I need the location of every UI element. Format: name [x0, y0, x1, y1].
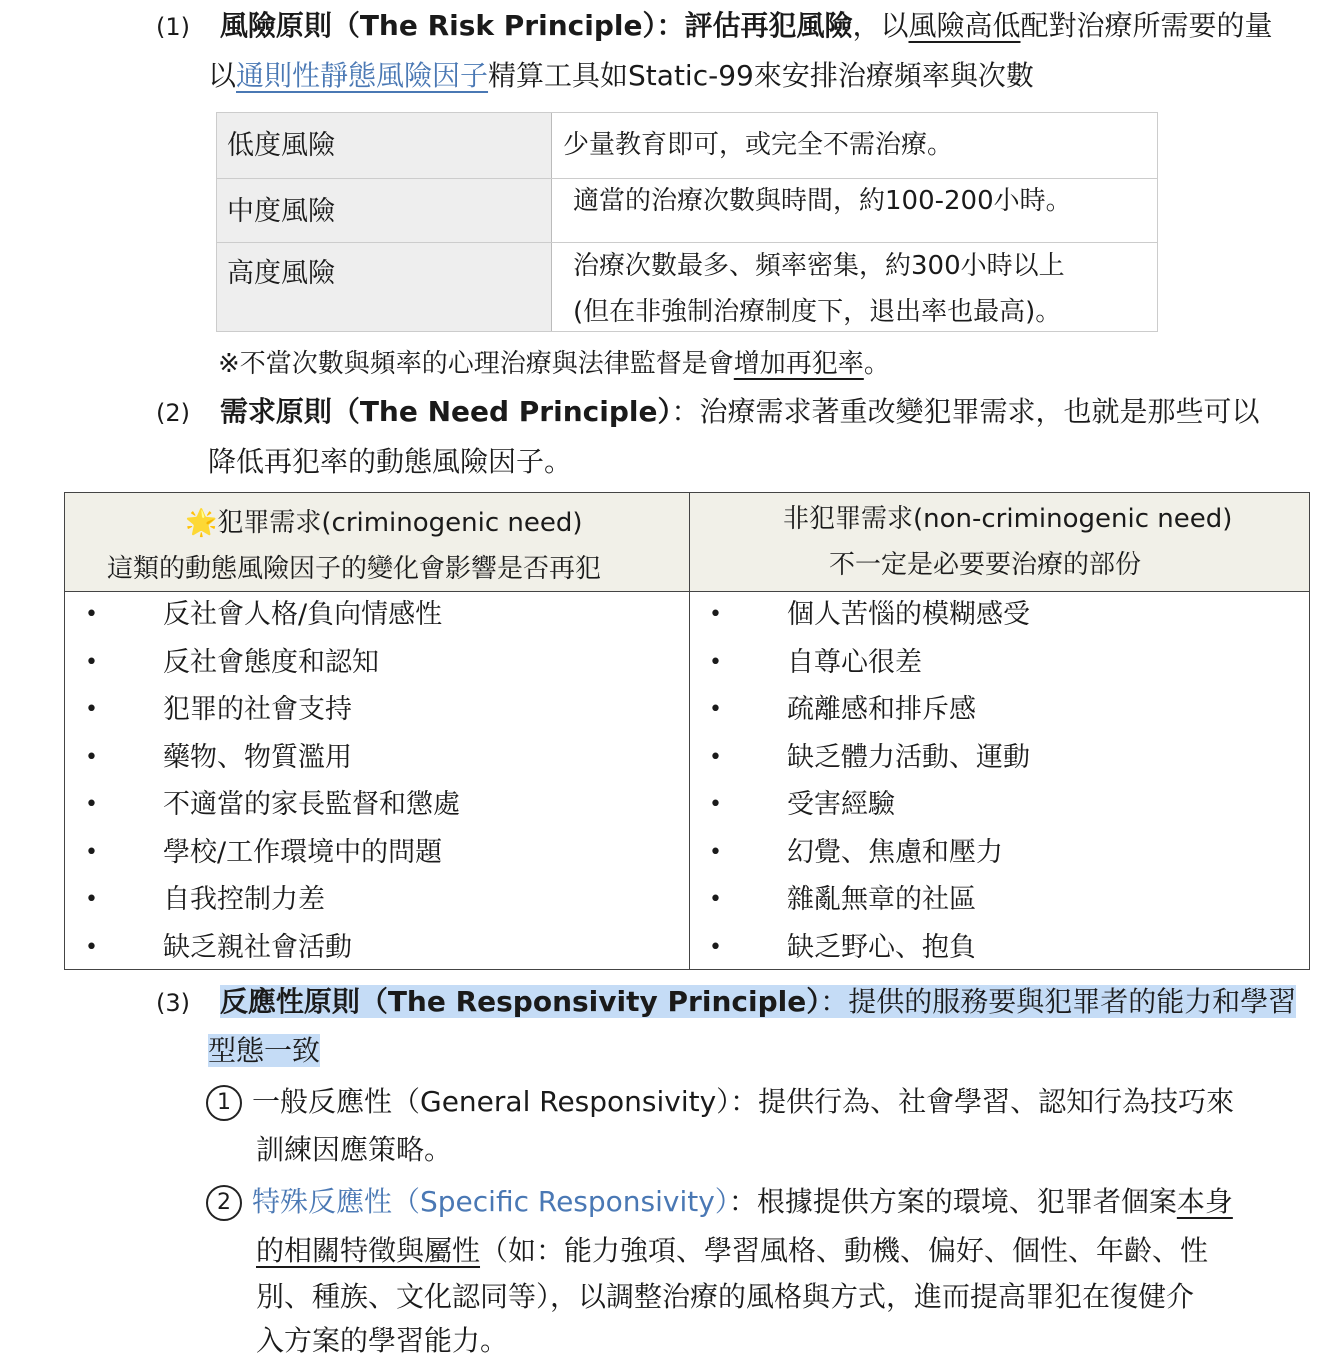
specific-responsivity-line-3: 別、種族、文化認同等），以調整治療的風格與方式，進而提高罪犯在復健介 — [256, 1280, 1195, 1313]
risk-row-high — [217, 243, 1157, 331]
static-risk-factor-link[interactable]: 通則性靜態風險因子 — [236, 59, 489, 92]
list-item: 犯罪的社會支持 — [163, 694, 352, 725]
section-1-heading — [156, 2, 1273, 51]
risk-level-description: 少量教育即可，或完全不需治療。 — [563, 130, 954, 160]
highlighted-text: 型態一致 — [208, 1034, 321, 1067]
risk-row-medium — [217, 179, 1157, 243]
description-line: (但在非強制治療制度下，退出率也最高)。 — [573, 297, 1062, 327]
bullet-marker: • — [85, 602, 98, 627]
note-text: ※不當次數與頻率的心理治療與法律監督是會 — [218, 349, 734, 379]
bullet-marker: • — [709, 887, 722, 912]
risk-level-label: 低度風險 — [217, 113, 552, 178]
bullet-marker: • — [85, 887, 98, 912]
section-text: ：治療需求著重改變犯罪需求，也就是那些可以 — [671, 395, 1260, 428]
bullet-marker: • — [85, 697, 98, 722]
criminogenic-need-title — [185, 503, 583, 543]
list-item: 反社會態度和認知 — [163, 646, 379, 678]
star-icon: 🌟 — [185, 508, 218, 538]
bullet-marker: • — [709, 792, 722, 817]
bullet-marker: • — [709, 649, 722, 675]
list-item: 自尊心很差 — [787, 646, 922, 678]
circled-number-marker: 1 — [206, 1085, 242, 1121]
bullet-marker: • — [85, 792, 98, 817]
risk-row-low — [217, 113, 1157, 179]
section-2-line-2: 降低再犯率的動態風險因子。 — [208, 445, 573, 478]
column-title-text: 犯罪需求(criminogenic need) — [217, 508, 583, 538]
list-item: 疏離感和排斥感 — [787, 694, 976, 725]
specific-responsivity-line-4: 入方案的學習能力。 — [256, 1324, 509, 1357]
list-item: 缺乏親社會活動 — [163, 931, 352, 963]
general-responsivity-item — [206, 1078, 1234, 1126]
specific-responsivity-link[interactable]: 特殊反應性（Specific Responsivity） — [252, 1185, 729, 1218]
section-text: 以 — [208, 59, 237, 92]
risk-level-description: 適當的治療次數與時間，約100-200小時。 — [573, 186, 1072, 216]
bullet-marker: • — [85, 934, 98, 960]
specific-responsivity-line-2 — [256, 1227, 1208, 1275]
bullet-marker: • — [709, 602, 722, 627]
bullet-marker: • — [709, 744, 722, 770]
section-1-line-2 — [208, 52, 1034, 100]
section-text: 配對治療所需要的量 — [1020, 9, 1273, 42]
bullet-marker: • — [85, 649, 98, 675]
risk-level-description — [553, 243, 1157, 331]
item-text: ：根據提供方案的環境、犯罪者個案 — [728, 1185, 1177, 1218]
underlined-text: 增加再犯率 — [733, 349, 864, 379]
section-2-heading — [156, 388, 1260, 437]
list-item: 學校/工作環境中的問題 — [163, 836, 443, 868]
section-title: 反應性原則（The Responsivity Principle） — [219, 985, 821, 1018]
description-line: 治療次數最多、頻率密集，約300小時以上 — [573, 251, 1065, 281]
section-title: 需求原則（The Need Principle） — [219, 395, 672, 428]
list-item: 不適當的家長監督和懲處 — [163, 789, 460, 820]
list-item: 受害經驗 — [787, 789, 895, 820]
risk-level-label: 中度風險 — [217, 179, 552, 242]
note-text: 。 — [863, 349, 890, 379]
specific-responsivity-item — [206, 1178, 1233, 1226]
circled-number-marker: 2 — [206, 1185, 242, 1221]
section-3-line-2 — [208, 1027, 320, 1075]
section-colon-text: ：評估再犯風險 — [656, 9, 853, 42]
section-text: ，以 — [852, 9, 909, 42]
list-item: 個人苦惱的模糊感受 — [787, 599, 1030, 630]
non-criminogenic-need-title: 非犯罪需求(non-criminogenic need) — [783, 504, 1233, 534]
list-item: 反社會人格/負向情感性 — [163, 599, 443, 630]
bullet-marker: • — [85, 839, 98, 865]
section-number: (3) — [156, 989, 190, 1017]
list-item: 雜亂無章的社區 — [787, 884, 976, 915]
section-number: (1) — [156, 13, 190, 41]
list-item: 缺乏體力活動、運動 — [787, 741, 1030, 773]
criminogenic-need-subtitle: 這類的動態風險因子的變化會影響是否再犯 — [107, 554, 602, 584]
list-item: 自我控制力差 — [163, 884, 325, 915]
item-text: 一般反應性（General Responsivity）：提供行為、社會學習、認知行為技巧來 — [252, 1085, 1235, 1118]
list-item: 藥物、物質濫用 — [163, 741, 352, 773]
section-number: (2) — [156, 399, 190, 427]
underlined-text: 本身 — [1176, 1185, 1233, 1218]
underlined-text: 風險高低 — [908, 9, 1021, 42]
underlined-text: 的相關特徵與屬性 — [256, 1234, 481, 1267]
list-item: 缺乏野心、抱負 — [787, 931, 976, 963]
risk-level-label: 高度風險 — [217, 243, 552, 331]
section-text: ：提供的服務要與犯罪者的能力和學習 — [820, 985, 1297, 1018]
general-responsivity-line-2: 訓練因應策略。 — [256, 1133, 453, 1166]
risk-note — [218, 340, 890, 388]
non-criminogenic-need-subtitle: 不一定是必要要治療的部份 — [829, 550, 1142, 580]
risk-level-table — [216, 112, 1158, 332]
bullet-marker: • — [85, 744, 98, 770]
section-text: 精算工具如Static-99來安排治療頻率與次數 — [488, 59, 1034, 92]
section-3-heading — [156, 978, 1296, 1027]
bullet-marker: • — [709, 697, 722, 722]
column-divider — [689, 493, 690, 969]
need-comparison-table — [64, 492, 1310, 970]
bullet-marker: • — [709, 839, 722, 865]
list-item: 幻覺、焦慮和壓力 — [787, 836, 1003, 868]
section-title: 風險原則（The Risk Principle） — [219, 9, 657, 42]
item-text: （如：能力強項、學習風格、動機、偏好、個性、年齡、性 — [480, 1234, 1209, 1267]
bullet-marker: • — [709, 934, 722, 960]
